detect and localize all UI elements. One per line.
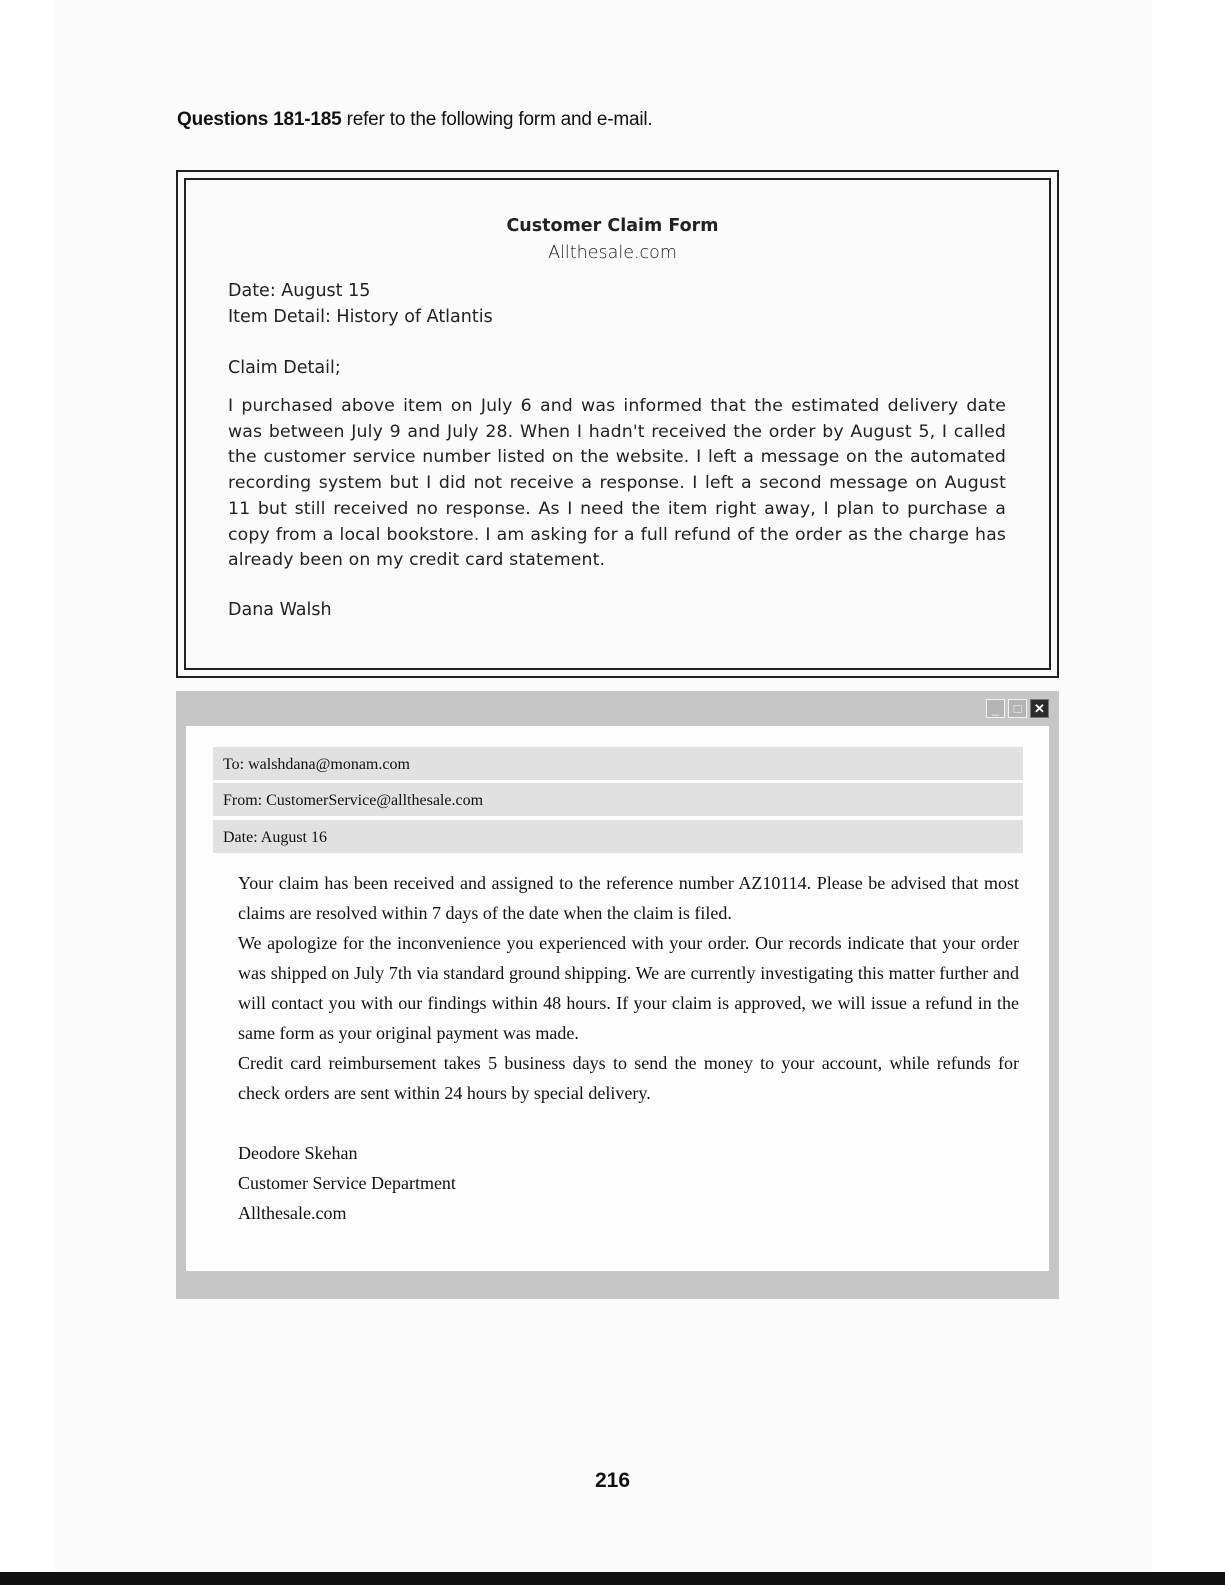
email-body [238, 868, 1019, 1228]
claim-detail-label: Claim Detail; [228, 358, 341, 378]
claim-form-date: Date: August 15 [228, 281, 371, 301]
claim-signature: Dana Walsh [228, 600, 332, 620]
claim-form-item-detail: Item Detail: History of Atlantis [228, 307, 493, 327]
email-signature-company: Allthesale.com [238, 1203, 347, 1223]
maximize-button[interactable]: □ [1008, 699, 1027, 718]
email-window [176, 691, 1059, 1299]
questions-range: Questions 181-185 [177, 109, 342, 130]
claim-detail-body: I purchased above item on July 6 and was informed that the estimated delivery date was between July 9 and July 28. When I hadn't received the order by August 5, I called the customer service number listed on the website. I left a message on the automated recording system but I did not receive a response. I left a second message on August 11 but still received no response. As I need the item right away, I plan to purchase a copy from a local bookstore. I am asking for a full refund of the order as the charge has already been on my credit card statement. [228, 396, 1006, 571]
email-date-field: Date: August 16 [213, 820, 1023, 853]
email-paragraph: Your claim has been received and assigned to the reference number AZ10114. Please be advised that most claims are resolved within 7 days of the date when the claim is filed. [238, 873, 1019, 923]
page-number: 216 [594, 1469, 631, 1492]
claim-form-title: Customer Claim Form [506, 216, 719, 236]
bottom-rule [0, 1572, 1225, 1585]
email-paragraph: Credit card reimbursement takes 5 business days to send the money to your account, while refunds for check orders are sent within 24 hours by special delivery. [238, 1053, 1019, 1103]
email-to-field: To: walshdana@monam.com [213, 747, 1023, 780]
close-button[interactable]: ✕ [1030, 699, 1049, 718]
email-paragraph: We apologize for the inconvenience you experienced with your order. Our records indicate that your order was shipped on July 7th via standard ground shipping. We are currently investigating this matter further and will contact you with our findings within 48 hours. If your claim is approved, we will issue a refund in the same form as your original payment was made. [238, 933, 1019, 1043]
minimize-button[interactable]: _ [986, 699, 1005, 718]
email-signature [238, 1138, 1019, 1228]
claim-form-site: Allthesale.com [548, 243, 677, 263]
email-from-field: From: CustomerService@allthesale.com [213, 783, 1023, 816]
email-titlebar [176, 691, 1059, 723]
questions-intro-text: refer to the following form and e-mail. [341, 109, 653, 130]
email-content [186, 726, 1049, 1271]
questions-intro [177, 109, 652, 131]
email-signature-department: Customer Service Department [238, 1173, 456, 1193]
email-signature-name: Deodore Skehan [238, 1143, 358, 1163]
